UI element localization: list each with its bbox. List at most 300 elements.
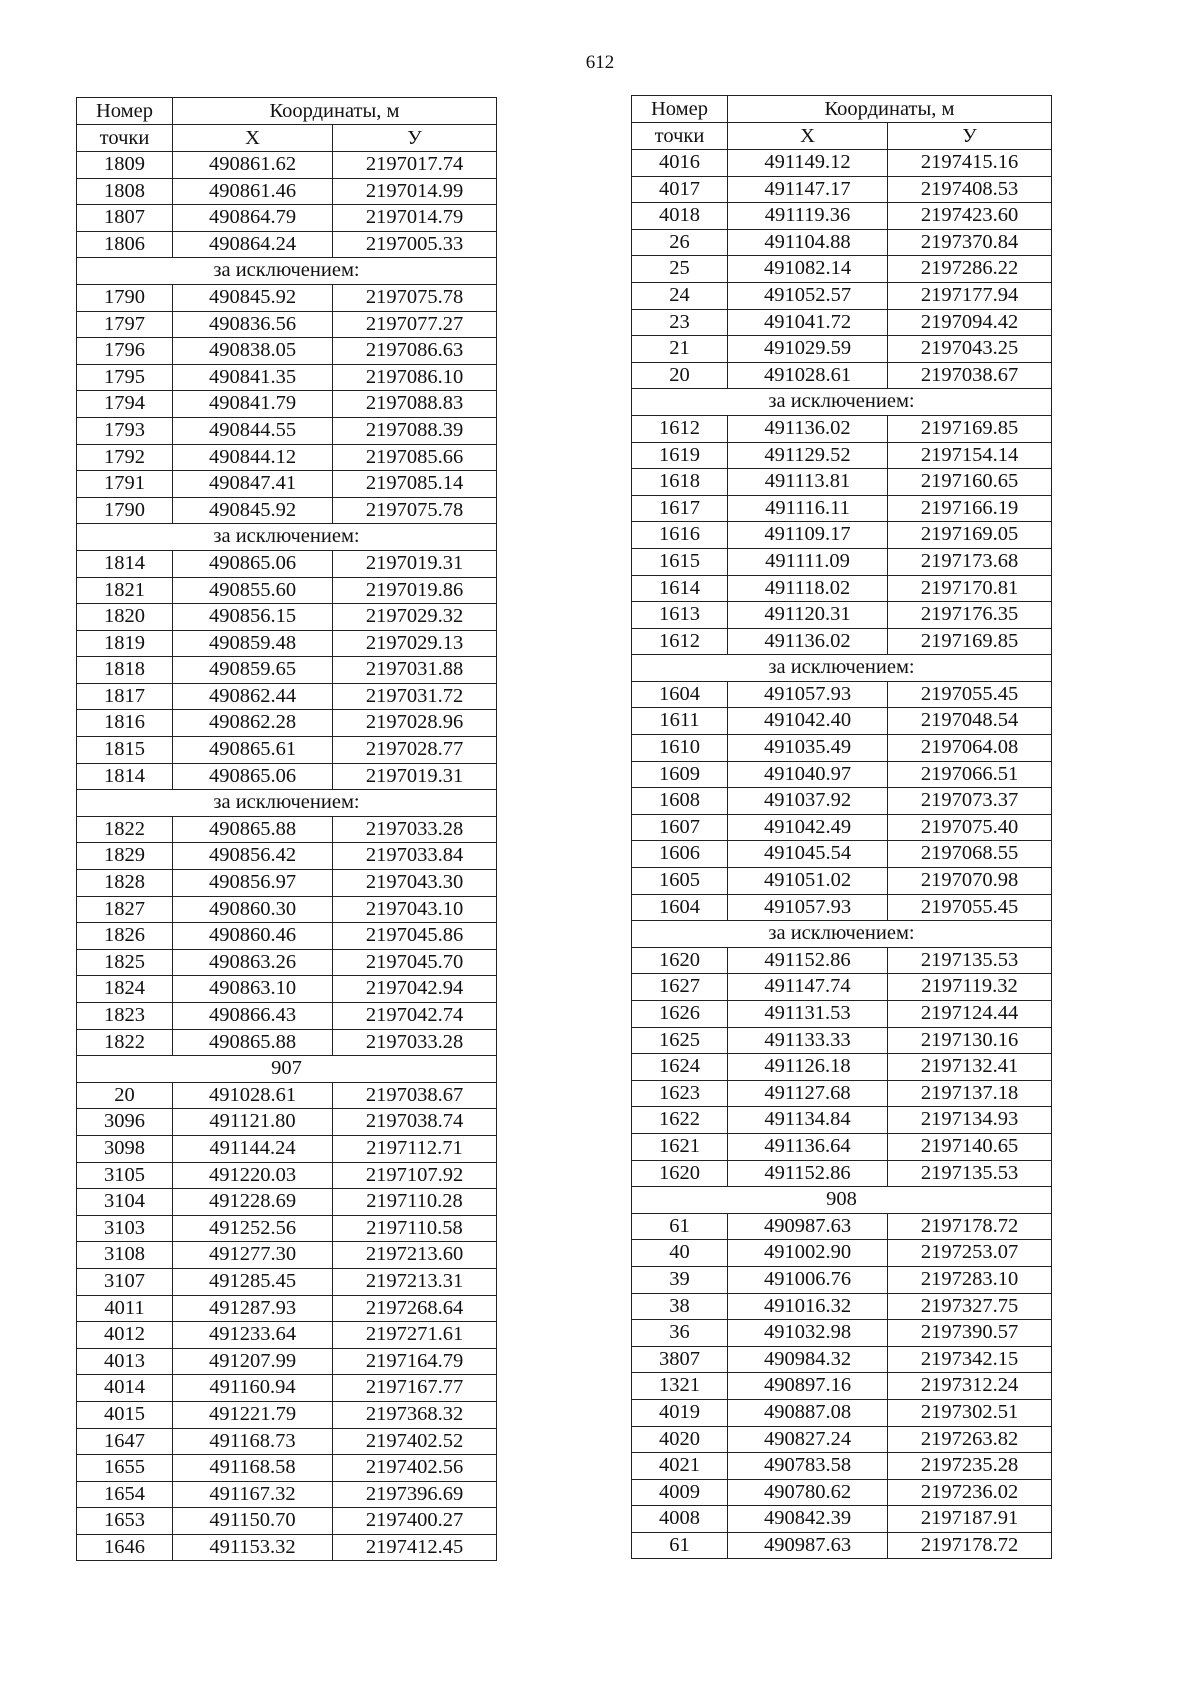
x-coordinate-cell: 491287.93	[173, 1295, 333, 1322]
y-coordinate-cell: 2197042.94	[333, 976, 497, 1003]
x-coordinate-cell: 491111.09	[728, 548, 888, 575]
table-row	[77, 417, 497, 444]
y-coordinate-cell: 2197073.37	[888, 788, 1052, 815]
table-row	[632, 974, 1052, 1001]
x-coordinate-cell: 491285.45	[173, 1268, 333, 1295]
header-x: X	[728, 123, 888, 150]
x-coordinate-cell: 491029.59	[728, 336, 888, 363]
y-coordinate-cell: 2197368.32	[333, 1401, 497, 1428]
x-coordinate-cell: 490845.92	[173, 284, 333, 311]
y-coordinate-cell: 2197014.79	[333, 205, 497, 232]
x-coordinate-cell: 491207.99	[173, 1348, 333, 1375]
point-number-cell: 1613	[632, 602, 728, 629]
y-coordinate-cell: 2197086.10	[333, 364, 497, 391]
y-coordinate-cell: 2197396.69	[333, 1481, 497, 1508]
y-coordinate-cell: 2197124.44	[888, 1001, 1052, 1028]
coordinates-table-left	[76, 97, 497, 1561]
x-coordinate-cell: 491144.24	[173, 1135, 333, 1162]
x-coordinate-cell: 490864.24	[173, 231, 333, 258]
table-row	[77, 1534, 497, 1561]
y-coordinate-cell: 2197075.78	[333, 284, 497, 311]
table-row	[632, 1266, 1052, 1293]
point-number-cell: 4009	[632, 1479, 728, 1506]
point-number-cell: 36	[632, 1320, 728, 1347]
point-number-cell: 1607	[632, 814, 728, 841]
point-number-cell: 4018	[632, 203, 728, 230]
y-coordinate-cell: 2197085.66	[333, 444, 497, 471]
x-coordinate-cell: 490860.46	[173, 923, 333, 950]
x-coordinate-cell: 491113.81	[728, 469, 888, 496]
table-row	[632, 1373, 1052, 1400]
table-row	[77, 710, 497, 737]
point-number-cell: 3096	[77, 1109, 173, 1136]
x-coordinate-cell: 491136.02	[728, 628, 888, 655]
x-coordinate-cell: 491233.64	[173, 1322, 333, 1349]
coordinates-table-right	[631, 95, 1052, 1559]
section-label-row	[632, 389, 1052, 416]
section-label: 908	[632, 1187, 1052, 1214]
table-row	[77, 231, 497, 258]
y-coordinate-cell: 2197423.60	[888, 203, 1052, 230]
point-number-cell: 1795	[77, 364, 173, 391]
point-number-cell: 1820	[77, 604, 173, 631]
table-row	[77, 550, 497, 577]
y-coordinate-cell: 2197005.33	[333, 231, 497, 258]
point-number-cell: 1822	[77, 816, 173, 843]
y-coordinate-cell: 2197048.54	[888, 708, 1052, 735]
y-coordinate-cell: 2197043.25	[888, 336, 1052, 363]
y-coordinate-cell: 2197135.53	[888, 947, 1052, 974]
table-row	[632, 442, 1052, 469]
point-number-cell: 39	[632, 1266, 728, 1293]
table-row	[77, 1003, 497, 1030]
x-coordinate-cell: 491052.57	[728, 282, 888, 309]
table-row	[77, 1295, 497, 1322]
point-number-cell: 1817	[77, 683, 173, 710]
x-coordinate-cell: 490847.41	[173, 471, 333, 498]
table-row	[632, 1107, 1052, 1134]
point-number-cell: 1612	[632, 415, 728, 442]
x-coordinate-cell: 490897.16	[728, 1373, 888, 1400]
y-coordinate-cell: 2197019.86	[333, 577, 497, 604]
y-coordinate-cell: 2197086.63	[333, 338, 497, 365]
table-row	[632, 282, 1052, 309]
x-coordinate-cell: 491221.79	[173, 1401, 333, 1428]
point-number-cell: 1815	[77, 737, 173, 764]
point-number-cell: 1621	[632, 1133, 728, 1160]
x-coordinate-cell: 491121.80	[173, 1109, 333, 1136]
point-number-cell: 4014	[77, 1375, 173, 1402]
table-row	[632, 628, 1052, 655]
x-coordinate-cell: 491147.17	[728, 176, 888, 203]
y-coordinate-cell: 2197213.60	[333, 1242, 497, 1269]
point-number-cell: 1646	[77, 1534, 173, 1561]
point-number-cell: 4017	[632, 176, 728, 203]
table-row	[632, 1320, 1052, 1347]
y-coordinate-cell: 2197119.32	[888, 974, 1052, 1001]
y-coordinate-cell: 2197178.72	[888, 1532, 1052, 1559]
point-number-cell: 4021	[632, 1453, 728, 1480]
y-coordinate-cell: 2197415.16	[888, 150, 1052, 177]
table-row	[77, 1322, 497, 1349]
y-coordinate-cell: 2197408.53	[888, 176, 1052, 203]
table-row	[632, 150, 1052, 177]
point-number-cell: 25	[632, 256, 728, 283]
y-coordinate-cell: 2197370.84	[888, 229, 1052, 256]
point-number-cell: 1614	[632, 575, 728, 602]
point-number-cell: 4008	[632, 1506, 728, 1533]
table-row	[77, 1481, 497, 1508]
table-row	[632, 176, 1052, 203]
y-coordinate-cell: 2197028.96	[333, 710, 497, 737]
point-number-cell: 23	[632, 309, 728, 336]
y-coordinate-cell: 2197164.79	[333, 1348, 497, 1375]
table-row	[77, 763, 497, 790]
point-number-cell: 1807	[77, 205, 173, 232]
point-number-cell: 1609	[632, 761, 728, 788]
x-coordinate-cell: 491051.02	[728, 868, 888, 895]
x-coordinate-cell: 490845.92	[173, 497, 333, 524]
table-row	[77, 737, 497, 764]
table-row	[632, 1346, 1052, 1373]
point-number-cell: 4012	[77, 1322, 173, 1349]
x-coordinate-cell: 490855.60	[173, 577, 333, 604]
table-row	[632, 1293, 1052, 1320]
section-label: за исключением:	[632, 655, 1052, 682]
point-number-cell: 4011	[77, 1295, 173, 1322]
point-number-cell: 1611	[632, 708, 728, 735]
table-row	[632, 362, 1052, 389]
x-coordinate-cell: 490783.58	[728, 1453, 888, 1480]
x-coordinate-cell: 491133.33	[728, 1027, 888, 1054]
y-coordinate-cell: 2197135.53	[888, 1160, 1052, 1187]
y-coordinate-cell: 2197068.55	[888, 841, 1052, 868]
y-coordinate-cell: 2197130.16	[888, 1027, 1052, 1054]
table-row	[77, 1135, 497, 1162]
x-coordinate-cell: 490865.88	[173, 1029, 333, 1056]
y-coordinate-cell: 2197169.85	[888, 628, 1052, 655]
y-coordinate-cell: 2197154.14	[888, 442, 1052, 469]
table-row	[632, 1506, 1052, 1533]
y-coordinate-cell: 2197055.45	[888, 894, 1052, 921]
y-coordinate-cell: 2197312.24	[888, 1373, 1052, 1400]
table-row	[632, 575, 1052, 602]
x-coordinate-cell: 490841.79	[173, 391, 333, 418]
x-coordinate-cell: 490827.24	[728, 1426, 888, 1453]
y-coordinate-cell: 2197038.74	[333, 1109, 497, 1136]
y-coordinate-cell: 2197169.85	[888, 415, 1052, 442]
y-coordinate-cell: 2197140.65	[888, 1133, 1052, 1160]
point-number-cell: 1620	[632, 1160, 728, 1187]
y-coordinate-cell: 2197064.08	[888, 735, 1052, 762]
section-label-row	[77, 1056, 497, 1083]
x-coordinate-cell: 491252.56	[173, 1215, 333, 1242]
table-row	[77, 284, 497, 311]
x-coordinate-cell: 491116.11	[728, 495, 888, 522]
x-coordinate-cell: 490887.08	[728, 1399, 888, 1426]
table-row	[632, 548, 1052, 575]
y-coordinate-cell: 2197038.67	[888, 362, 1052, 389]
header-point-number: Номер	[632, 96, 728, 123]
point-number-cell: 1824	[77, 976, 173, 1003]
table-row	[77, 1215, 497, 1242]
table-row	[632, 602, 1052, 629]
y-coordinate-cell: 2197088.39	[333, 417, 497, 444]
y-coordinate-cell: 2197088.83	[333, 391, 497, 418]
table-row	[632, 1399, 1052, 1426]
table-row	[77, 205, 497, 232]
x-coordinate-cell: 491006.76	[728, 1266, 888, 1293]
y-coordinate-cell: 2197066.51	[888, 761, 1052, 788]
point-number-cell: 1653	[77, 1508, 173, 1535]
y-coordinate-cell: 2197302.51	[888, 1399, 1052, 1426]
y-coordinate-cell: 2197402.56	[333, 1455, 497, 1482]
table-row	[77, 471, 497, 498]
table-row	[632, 1426, 1052, 1453]
x-coordinate-cell: 491042.40	[728, 708, 888, 735]
table-row	[632, 894, 1052, 921]
section-label-row	[632, 1187, 1052, 1214]
x-coordinate-cell: 491131.53	[728, 1001, 888, 1028]
y-coordinate-cell: 2197038.67	[333, 1082, 497, 1109]
point-number-cell: 1829	[77, 843, 173, 870]
y-coordinate-cell: 2197028.77	[333, 737, 497, 764]
x-coordinate-cell: 491127.68	[728, 1080, 888, 1107]
point-number-cell: 1623	[632, 1080, 728, 1107]
point-number-cell: 1822	[77, 1029, 173, 1056]
x-coordinate-cell: 491042.49	[728, 814, 888, 841]
table-row	[632, 1133, 1052, 1160]
point-number-cell: 1605	[632, 868, 728, 895]
table-row	[632, 1160, 1052, 1187]
x-coordinate-cell: 490987.63	[728, 1213, 888, 1240]
table-row	[632, 1453, 1052, 1480]
header-x: X	[173, 125, 333, 152]
point-number-cell: 1809	[77, 152, 173, 179]
y-coordinate-cell: 2197033.28	[333, 1029, 497, 1056]
y-coordinate-cell: 2197070.98	[888, 868, 1052, 895]
point-number-cell: 1627	[632, 974, 728, 1001]
point-number-cell: 1647	[77, 1428, 173, 1455]
point-number-cell: 1792	[77, 444, 173, 471]
table-row	[632, 708, 1052, 735]
x-coordinate-cell: 490859.65	[173, 657, 333, 684]
x-coordinate-cell: 491136.02	[728, 415, 888, 442]
table-row	[77, 1428, 497, 1455]
point-number-cell: 1814	[77, 550, 173, 577]
x-coordinate-cell: 490984.32	[728, 1346, 888, 1373]
point-number-cell: 1819	[77, 630, 173, 657]
point-number-cell: 1615	[632, 548, 728, 575]
table-row	[77, 1348, 497, 1375]
section-label: за исключением:	[77, 258, 497, 285]
point-number-cell: 1617	[632, 495, 728, 522]
table-row	[77, 1401, 497, 1428]
x-coordinate-cell: 491126.18	[728, 1054, 888, 1081]
y-coordinate-cell: 2197166.19	[888, 495, 1052, 522]
y-coordinate-cell: 2197042.74	[333, 1003, 497, 1030]
x-coordinate-cell: 491277.30	[173, 1242, 333, 1269]
point-number-cell: 3108	[77, 1242, 173, 1269]
table-row	[77, 1455, 497, 1482]
table-row	[77, 338, 497, 365]
point-number-cell: 61	[632, 1532, 728, 1559]
y-coordinate-cell: 2197173.68	[888, 548, 1052, 575]
table-row	[632, 681, 1052, 708]
y-coordinate-cell: 2197327.75	[888, 1293, 1052, 1320]
y-coordinate-cell: 2197029.32	[333, 604, 497, 631]
x-coordinate-cell: 491032.98	[728, 1320, 888, 1347]
y-coordinate-cell: 2197017.74	[333, 152, 497, 179]
point-number-cell: 1619	[632, 442, 728, 469]
y-coordinate-cell: 2197235.28	[888, 1453, 1052, 1480]
x-coordinate-cell: 491035.49	[728, 735, 888, 762]
point-number-cell: 1608	[632, 788, 728, 815]
point-number-cell: 1624	[632, 1054, 728, 1081]
point-number-cell: 1604	[632, 894, 728, 921]
section-label: за исключением:	[632, 921, 1052, 948]
point-number-cell: 4019	[632, 1399, 728, 1426]
table-row	[632, 1213, 1052, 1240]
y-coordinate-cell: 2197055.45	[888, 681, 1052, 708]
x-coordinate-cell: 491167.32	[173, 1481, 333, 1508]
x-coordinate-cell: 491147.74	[728, 974, 888, 1001]
x-coordinate-cell: 491016.32	[728, 1293, 888, 1320]
x-coordinate-cell: 490866.43	[173, 1003, 333, 1030]
table-row	[77, 870, 497, 897]
x-coordinate-cell: 490844.55	[173, 417, 333, 444]
table-row	[632, 203, 1052, 230]
x-coordinate-cell: 491040.97	[728, 761, 888, 788]
table-row	[77, 1242, 497, 1269]
table-row	[77, 976, 497, 1003]
table-row	[632, 735, 1052, 762]
y-coordinate-cell: 2197132.41	[888, 1054, 1052, 1081]
table-row	[632, 1001, 1052, 1028]
point-number-cell: 1622	[632, 1107, 728, 1134]
y-coordinate-cell: 2197178.72	[888, 1213, 1052, 1240]
x-coordinate-cell: 491160.94	[173, 1375, 333, 1402]
x-coordinate-cell: 491220.03	[173, 1162, 333, 1189]
table-row	[77, 657, 497, 684]
point-number-cell: 1796	[77, 338, 173, 365]
point-number-cell: 3098	[77, 1135, 173, 1162]
section-label-row	[632, 921, 1052, 948]
point-number-cell: 1616	[632, 522, 728, 549]
header-point-number-line2: точки	[77, 125, 173, 152]
table-row	[77, 1189, 497, 1216]
point-number-cell: 1790	[77, 284, 173, 311]
x-coordinate-cell: 491118.02	[728, 575, 888, 602]
table-row	[632, 788, 1052, 815]
header-coordinates: Координаты, м	[728, 96, 1052, 123]
y-coordinate-cell: 2197402.52	[333, 1428, 497, 1455]
x-coordinate-cell: 491028.61	[173, 1082, 333, 1109]
x-coordinate-cell: 491002.90	[728, 1240, 888, 1267]
point-number-cell: 1612	[632, 628, 728, 655]
section-label: 907	[77, 1056, 497, 1083]
table-row	[632, 415, 1052, 442]
table-row	[632, 229, 1052, 256]
x-coordinate-cell: 490865.61	[173, 737, 333, 764]
point-number-cell: 3807	[632, 1346, 728, 1373]
table-row	[77, 896, 497, 923]
x-coordinate-cell: 491057.93	[728, 681, 888, 708]
point-number-cell: 1828	[77, 870, 173, 897]
y-coordinate-cell: 2197271.61	[333, 1322, 497, 1349]
table-row	[632, 814, 1052, 841]
y-coordinate-cell: 2197045.86	[333, 923, 497, 950]
x-coordinate-cell: 491150.70	[173, 1508, 333, 1535]
section-label: за исключением:	[77, 790, 497, 817]
section-label-row	[77, 790, 497, 817]
x-coordinate-cell: 491152.86	[728, 947, 888, 974]
header-point-number: Номер	[77, 98, 173, 125]
table-row	[632, 256, 1052, 283]
x-coordinate-cell: 491228.69	[173, 1189, 333, 1216]
point-number-cell: 1825	[77, 949, 173, 976]
point-number-cell: 1625	[632, 1027, 728, 1054]
point-number-cell: 1791	[77, 471, 173, 498]
y-coordinate-cell: 2197075.40	[888, 814, 1052, 841]
y-coordinate-cell: 2197014.99	[333, 178, 497, 205]
y-coordinate-cell: 2197286.22	[888, 256, 1052, 283]
x-coordinate-cell: 491041.72	[728, 309, 888, 336]
x-coordinate-cell: 490865.06	[173, 550, 333, 577]
table-row	[77, 391, 497, 418]
y-coordinate-cell: 2197029.13	[333, 630, 497, 657]
table-row	[77, 1029, 497, 1056]
y-coordinate-cell: 2197400.27	[333, 1508, 497, 1535]
table-row	[77, 577, 497, 604]
point-number-cell: 1610	[632, 735, 728, 762]
x-coordinate-cell: 491168.73	[173, 1428, 333, 1455]
y-coordinate-cell: 2197094.42	[888, 309, 1052, 336]
table-row	[632, 522, 1052, 549]
page-number: 612	[585, 52, 615, 73]
table-row	[77, 364, 497, 391]
x-coordinate-cell: 490842.39	[728, 1506, 888, 1533]
point-number-cell: 1321	[632, 1373, 728, 1400]
table-row	[77, 178, 497, 205]
x-coordinate-cell: 491045.54	[728, 841, 888, 868]
x-coordinate-cell: 491168.58	[173, 1455, 333, 1482]
point-number-cell: 20	[77, 1082, 173, 1109]
point-number-cell: 3105	[77, 1162, 173, 1189]
table-row	[632, 469, 1052, 496]
y-coordinate-cell: 2197187.91	[888, 1506, 1052, 1533]
point-number-cell: 3103	[77, 1215, 173, 1242]
table-row	[77, 604, 497, 631]
x-coordinate-cell: 491153.32	[173, 1534, 333, 1561]
y-coordinate-cell: 2197110.28	[333, 1189, 497, 1216]
x-coordinate-cell: 490838.05	[173, 338, 333, 365]
x-coordinate-cell: 491109.17	[728, 522, 888, 549]
table-row	[77, 1508, 497, 1535]
section-label-row	[632, 655, 1052, 682]
table-row	[77, 311, 497, 338]
x-coordinate-cell: 490856.97	[173, 870, 333, 897]
y-coordinate-cell: 2197043.30	[333, 870, 497, 897]
section-label: за исключением:	[77, 524, 497, 551]
point-number-cell: 1821	[77, 577, 173, 604]
x-coordinate-cell: 491119.36	[728, 203, 888, 230]
table-row	[77, 152, 497, 179]
y-coordinate-cell: 2197213.31	[333, 1268, 497, 1295]
x-coordinate-cell: 490863.10	[173, 976, 333, 1003]
point-number-cell: 26	[632, 229, 728, 256]
point-number-cell: 1793	[77, 417, 173, 444]
